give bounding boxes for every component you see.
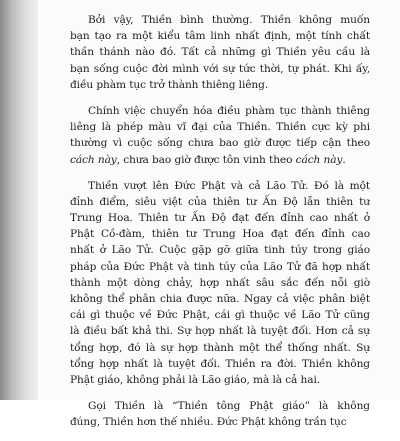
book-spine-shadow xyxy=(0,0,38,400)
text-run: Gọi Thiền là “Thiền tông Phật giáo” là không xyxy=(88,400,370,413)
text-line xyxy=(70,242,370,258)
paragraph xyxy=(70,12,370,93)
text-run: Thiền vượt lên Đức Phật và cả Lão Tử. Đó là một xyxy=(88,179,370,192)
text-run: bạn tạo ra một kiểu tâm linh nhất định, một tính chất xyxy=(70,30,370,43)
text-run: tổng hợp, đó là sự hợp thành một thể thống nhất. Sự xyxy=(70,341,370,354)
text-run: liêng là phép màu vĩ đại của Thiền. Thiền cực kỳ phi xyxy=(70,121,370,134)
text-line xyxy=(70,28,370,44)
text-line xyxy=(70,44,370,60)
text-line xyxy=(70,307,370,323)
italic-text: cách này xyxy=(295,153,343,166)
text-line xyxy=(70,259,370,275)
text-run: đúng, Thiền hơn thế nhiều. Đức Phật không trần tục xyxy=(70,416,347,429)
text-line xyxy=(70,194,370,210)
text-run: Phật Cồ-đàm, thiên tư Trung Hoa đạt đến đỉnh cao xyxy=(70,228,370,241)
text-run: thành một dòng chảy, hợp nhất sâu sắc đến nỗi giờ xyxy=(70,276,370,289)
text-run: thần thánh nào đó. Tất cả những gì Thiền yêu cầu là xyxy=(70,46,370,59)
text-run: Trung Hoa. Thiên tư Ấn Độ đạt đến đỉnh cao nhất ở xyxy=(70,212,370,225)
text-run: Chính việc chuyển hóa điều phàm tục thành thiêng xyxy=(88,104,370,117)
text-line xyxy=(70,414,370,430)
text-run: cái gì thuộc về Đức Phật, cái gì thuộc về Lão Tử cũng xyxy=(70,309,370,322)
text-run: điều phàm tục trở thành thiêng liêng. xyxy=(70,78,269,91)
paragraph xyxy=(70,178,370,388)
text-line xyxy=(70,340,370,356)
text-line xyxy=(70,103,370,119)
text-line xyxy=(70,61,370,77)
text-line xyxy=(70,178,370,194)
text-line xyxy=(70,135,370,151)
text-line xyxy=(70,119,370,135)
italic-text: cách này xyxy=(70,153,117,166)
text-line xyxy=(70,398,370,414)
text-line xyxy=(70,226,370,242)
text-run: , chưa bao giờ được tôn vinh theo xyxy=(116,153,296,166)
text-run: nhất ở Lão Tử. Cuộc gặp gỡ giữa tinh túy trong giáo xyxy=(70,244,370,257)
text-line xyxy=(70,152,370,168)
text-run: đỉnh điểm, siêu việt của thiên tư Ấn Độ lẫn thiên tư xyxy=(70,195,370,208)
text-run: pháp của Đức Phật và tinh túy của Lão Tử đã hợp nhất xyxy=(70,260,370,273)
text-run: là điều bất khả thi. Sự hợp nhất là tuyệt đối. Hơn cả sự xyxy=(70,325,370,338)
paragraph xyxy=(70,398,370,430)
text-line xyxy=(70,12,370,28)
text-run: . xyxy=(342,153,346,166)
text-run: Bởi vậy, Thiền bình thường. Thiền không muốn xyxy=(88,14,370,26)
text-run: bạn sống cuộc đời mình với sự tức thời, tự phát. Khi ấy, xyxy=(70,62,370,75)
page-text xyxy=(70,12,370,441)
text-run: tổng hợp nhất là tuyệt đối. Thiền ra đời. Thiền không xyxy=(70,357,370,370)
text-line xyxy=(70,323,370,339)
text-run: không thể phân chia được nữa. Ngay cả việc phân biệt xyxy=(70,293,370,306)
text-run: thường vì cuộc sống chưa bao giờ được tiếp cận theo xyxy=(70,137,370,150)
text-run: Phật giáo, không phải là Lão giáo, mà là cả hai. xyxy=(70,373,321,386)
text-line xyxy=(70,275,370,291)
paragraph xyxy=(70,103,370,168)
text-line xyxy=(70,77,370,93)
text-line xyxy=(70,210,370,226)
text-line xyxy=(70,356,370,372)
text-line xyxy=(70,372,370,388)
text-line xyxy=(70,291,370,307)
